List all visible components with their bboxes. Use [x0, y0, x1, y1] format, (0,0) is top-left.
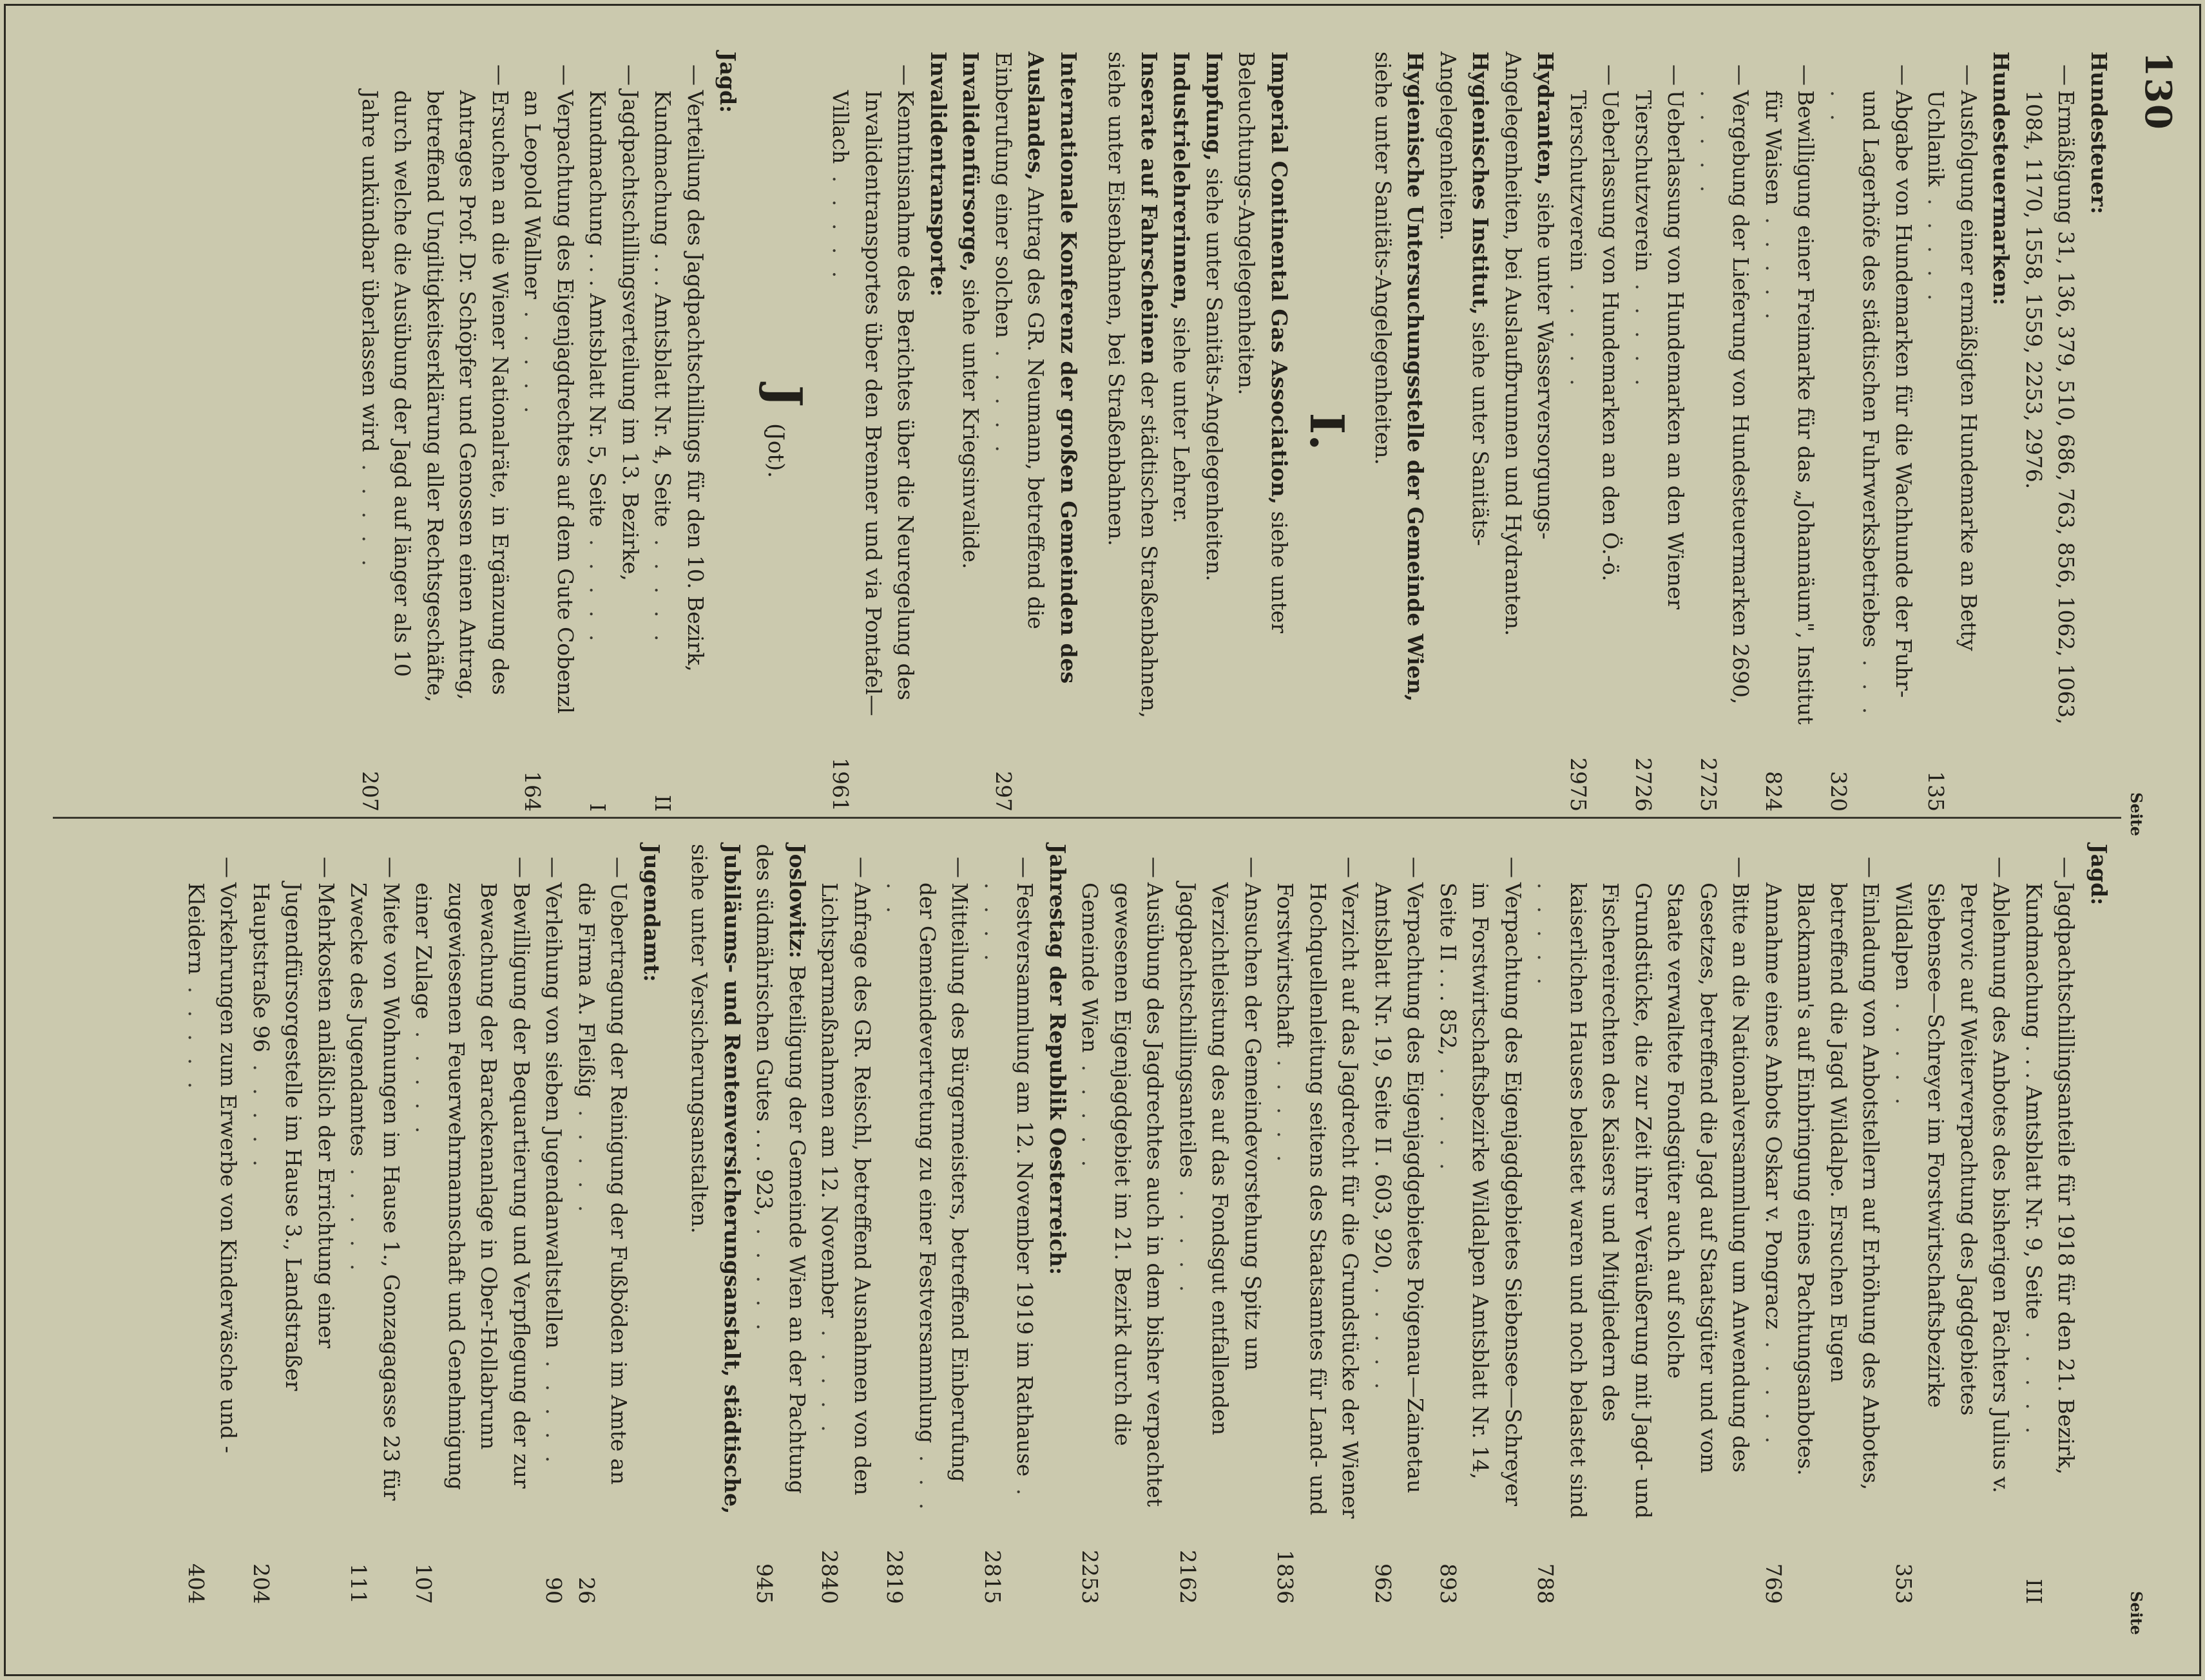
index-subentry: [1757, 844, 1887, 1604]
index-subentry: [180, 844, 245, 1604]
section-letter: [758, 52, 813, 812]
index-heading: [1165, 52, 1198, 812]
entry-text: Jagdpachtschillingsverteilung im 13. Bezirke, Kundmachung . . . Amtsblatt Nr. 5, Seite: [585, 90, 643, 581]
page-reference: 353: [1891, 1563, 1916, 1604]
dash-marker: —: [379, 857, 404, 878]
seite-header-left: Seite: [2127, 792, 2146, 837]
dash-marker: —: [1403, 857, 1429, 878]
index-subentry: [245, 844, 343, 1604]
entry-text: Jagdpachtschillingsanteile für 1918 für den 21. Bezirk, Kundmachung . . . Amtsblatt Nr. 9, Seite: [2021, 883, 2079, 1475]
page-reference: 320: [1826, 771, 1851, 812]
heading-text: Hundesteuer:: [2086, 52, 2112, 215]
index-heading: [1367, 52, 1432, 812]
entry-text: Ermäßigung 31, 136, 379, 510, 686, 763, 856, 1062, 1063, 1084, 1170, 1558, 1559, 2253, 2976.: [2021, 90, 2079, 725]
leader-dots: . . . . .: [817, 1317, 843, 1437]
entry-text: Mitteilung des Bürgermeisters, betreffend Einberufung der Gemeindevertretung zu einer Festversammlung: [915, 883, 973, 1482]
page-reference: 297: [991, 771, 1016, 812]
leader-dots: . . . . .: [828, 164, 854, 283]
index-heading: [1100, 52, 1165, 812]
leader-dots: . . . . .: [1533, 883, 1559, 990]
index-heading: [1432, 52, 1497, 812]
heading-rest-text: der städtischen Straßenbahnen, siehe unter Eisenbahnen, bei Straßenbahnen.: [1104, 52, 1162, 719]
entry-text: Ausübung des Jagdrechtes auch in dem bisher verpachtet gewesenen Eigenjagdgebiet im 21. Bezirk durch die Gemeinde Wien: [1077, 883, 1168, 1507]
index-subentry: [2017, 844, 2083, 1604]
entry-text: Bewilligung der Bequartierung und Verpflegung der zur Bewachung der Barackenanlage in Ober-Hollabrunn zugewiesenen Feuerwehrmannschaft und Genehmigung einer Zulage: [411, 883, 534, 1491]
leader-dots: . . . . .: [1761, 205, 1786, 325]
leader-dots: . . . . .: [980, 883, 1038, 1501]
index-heading: [1497, 52, 1562, 812]
leader-dots: . . . . .: [249, 1052, 274, 1172]
leader-dots: . . . . .: [1436, 1055, 1461, 1175]
leader-dots: . . . . .: [411, 1019, 437, 1139]
section-letter-text: J: [758, 385, 813, 407]
index-heading: [2083, 52, 2115, 812]
page-reference: 962: [1371, 1563, 1396, 1604]
leader-dots: . . . . .: [1891, 990, 1916, 1110]
index-subentry: [878, 844, 976, 1604]
index-heading: [1230, 52, 1295, 812]
section-letter: [1300, 52, 1355, 812]
entry-text: Bitte an die Nationalversammlung um Anwendung des Gesetzes, betreffend die Jagd auf Staatsgüter und vom Staate verwaltete Fondsgüter auch auf solche Grundstücke, die zur Zeit ihrer Veräußerung mit Jagd- und Fischereirechten des Kaisers und Mitgliedern des kaiserlichen Hauses belastet waren und noch belastet sind: [1566, 883, 1754, 1519]
heading-text: Jubiläums- und Rentenversicherungsanstalt, städtische,: [720, 844, 745, 1514]
page-reference: 107: [411, 1563, 437, 1604]
spacer: [668, 844, 683, 1604]
leader-dots: . . . . .: [752, 1216, 778, 1336]
leader-dots: . . . . .: [1175, 1178, 1200, 1297]
leader-dots: . . . . .: [1923, 186, 1949, 306]
index-subentry: [813, 844, 878, 1604]
entry-text: Anfrage des GR. Reischl, betreffend Ausnahmen von den Lichtsparmaßnahmen am 12. November: [817, 883, 875, 1496]
leader-dots: . . . . .: [1273, 1047, 1298, 1167]
heading-text: Hundesteuermarken:: [1988, 52, 2014, 306]
dash-marker: —: [1988, 857, 2014, 878]
entry-text: Festversammlung am 12. November 1919 im Rathause: [1012, 883, 1038, 1477]
entry-text: Bewilligung einer Freimarke für das „Johannäum", Institut für Waisen: [1761, 90, 1819, 725]
leader-dots: . . . . .: [358, 452, 383, 571]
page-reference: 2975: [1566, 758, 1591, 812]
page-reference: 2840: [817, 1550, 843, 1604]
index-subentry: [976, 844, 1041, 1604]
entry-text: Uebertragung der Reinigung der Fußböden im Amte an die Firma A. Fleißig: [574, 883, 632, 1485]
index-subentry: [516, 52, 581, 812]
spacer: [1084, 52, 1100, 812]
dash-marker: —: [606, 857, 632, 878]
entry-text: Verteilung des Jagdpachtschillings für den 10. Bezirk, Kundmachung . . . Amtsblatt Nr. 4, Seite: [650, 90, 708, 672]
index-heading: [2083, 844, 2115, 1604]
entry-text: Verpachtung des Eigenjagdrechtes auf dem Gute Cobenzl an Leopold Wallner: [520, 90, 578, 714]
dash-marker: —: [314, 857, 339, 878]
heading-text: Hydranten,: [1533, 52, 1559, 186]
index-subentry: [537, 844, 570, 1604]
entry-text: Ansuchen der Gemeindevorstehung Spitz um Verzichtleistung des auf das Fondsgut entfallenden Jagdpachtschillingsanteiles: [1175, 883, 1266, 1436]
page-reference: 1836: [1273, 1550, 1298, 1604]
leader-dots: . . . . .: [882, 883, 940, 1515]
entry-text: Ersuchen an die Wiener Nationalräte, in Ergänzung des Antrages Prof. Dr. Schöpfer und Genossen einen Antrag, betreffend Ungiltigkeitserklärung aller Rechtsgeschäfte, durch welche die Ausübung der Jagd auf länger als 10 Jahre unkündbar überlassen wird: [358, 90, 513, 703]
index-subentry: [1074, 844, 1171, 1604]
dash-marker: —: [1012, 857, 1038, 878]
page-reference: 164: [520, 771, 546, 812]
index-subentry: [1432, 844, 1530, 1604]
index-subentry: [1367, 844, 1432, 1604]
heading-rest-text: siehe unter Sanitäts-Angelegenheiten.: [1436, 52, 1494, 546]
index-heading: [1198, 52, 1231, 812]
index-subentry: [1822, 52, 1920, 812]
dash-marker: —: [509, 857, 534, 878]
page-reference: I: [585, 803, 611, 812]
index-subentry: [1627, 52, 1692, 812]
entry-text: Mehrkosten anläßlich der Errichtung einer Jugendfürsorgestelle im Hause 3., Landstraßer Hauptstraße 96: [249, 883, 339, 1391]
index-heading: [954, 52, 987, 812]
leader-dots: . . . . .: [184, 974, 209, 1094]
dash-marker: —: [1598, 64, 1624, 86]
heading-text: Jugendamt:: [639, 844, 664, 982]
index-subentry: [824, 52, 922, 812]
index-subentry: [1757, 52, 1822, 812]
page-reference: 788: [1533, 1563, 1559, 1604]
entry-text: Einladung von Anbotstellern auf Erhöhung des Anbotes, betreffend die Jagd Wildalpe. Ersuchen Eugen Blackmann's auf Einbringung eines Pachtungsanbotes. Annahme eines Anbots Oskar v. Pongracz: [1761, 883, 1884, 1491]
leader-dots: . . . . .: [346, 1156, 372, 1276]
heading-text: Inserate auf Fahrscheinen: [1137, 52, 1162, 365]
index-subentry: [342, 844, 407, 1604]
page-reference: 769: [1761, 1563, 1786, 1604]
heading-text: Imperial Continental Gas Association,: [1267, 52, 1292, 505]
heading-text: Industrielehrerinnen,: [1169, 52, 1195, 310]
dash-marker: —: [1728, 857, 1754, 878]
dash-marker: —: [488, 64, 513, 86]
leader-dots: . . . . .: [541, 1348, 567, 1468]
entry-text: Ausfolgung einer ermäßigten Hundemarke an Betty Uchlanik: [1923, 90, 1981, 651]
heading-rest-text: Beteiligung der Gemeinde Wien an der Pachtung des südmährischen Gutes . . . 923,: [752, 844, 810, 1494]
section-letter-note: (Jot).: [763, 423, 789, 479]
entry-text: Abgabe von Hundemarken für die Wachhunde der Fuhr- und Lagerhöfe des städtischen Fuhrwerksbetriebes: [1858, 90, 1916, 698]
entry-text: Ueberlassung von Hundemarken an den Ö.-ö. Tierschutzverein: [1566, 90, 1624, 582]
dash-marker: —: [1858, 857, 1884, 878]
page-reference: 1961: [828, 758, 854, 812]
entry-text: Vorkehrungen zum Erwerbe von Kinderwäsche und -Kleidern: [184, 883, 242, 1453]
heading-rest-text: siehe unter Lehrer.: [1169, 310, 1195, 524]
page-reference: 90: [541, 1577, 567, 1604]
index-heading: [711, 52, 744, 812]
dash-marker: —: [683, 64, 708, 86]
page-reference: 2815: [980, 1550, 1005, 1604]
dash-marker: —: [1663, 64, 1689, 86]
page-reference: 2725: [1696, 758, 1721, 812]
page-reference: 404: [184, 1563, 209, 1604]
page-reference: 135: [1923, 771, 1949, 812]
heading-text: Jagd:: [715, 52, 741, 113]
column-divider: [53, 817, 2121, 819]
dash-marker: —: [1793, 64, 1819, 86]
index-heading: [1041, 844, 1074, 1604]
index-heading: [1985, 52, 2017, 812]
page-reference: 111: [346, 1563, 372, 1604]
page-reference: 2162: [1175, 1550, 1200, 1604]
index-heading: [683, 844, 748, 1604]
dash-marker: —: [216, 857, 242, 878]
entry-text: Verzicht auf das Jagdrecht für die Grundstücke der Wiener Hochquellenleitung seitens des Staatsamtes für Land- und Forstwirtschaft: [1273, 883, 1363, 1519]
index-subentry: [1692, 52, 1757, 812]
leader-dots: . . . . .: [1761, 1329, 1786, 1449]
dash-marker: —: [1142, 857, 1168, 878]
dash-marker: —: [1501, 857, 1526, 878]
dash-marker: —: [947, 857, 973, 878]
page-reference: III: [2021, 1578, 2046, 1604]
leader-dots: . . . . .: [2021, 1319, 2046, 1439]
dash-marker: —: [1240, 857, 1266, 878]
page-number: 130: [2137, 52, 2179, 131]
page-reference: 26: [574, 1577, 599, 1604]
heading-rest-text: Antrag des GR. Neumann, betreffend die Einberufung einer solchen: [991, 52, 1049, 629]
dash-marker: —: [893, 64, 919, 86]
dash-marker: —: [2054, 857, 2079, 878]
right-column: [180, 844, 2115, 1604]
page-reference: 207: [358, 771, 383, 812]
entry-text: Miete von Wohnungen im Hause 1., Gonzagagasse 23 für Zwecke des Jugendamtes: [346, 883, 404, 1501]
leader-dots: . . . . .: [991, 338, 1016, 457]
heading-text: Impfung,: [1202, 52, 1227, 162]
index-subentry: [1171, 844, 1269, 1604]
index-heading: [987, 52, 1085, 812]
left-column: [354, 52, 2115, 812]
page-reference: 2819: [882, 1550, 908, 1604]
leader-dots: . . . . .: [585, 527, 611, 647]
section-letter-text: I.: [1300, 412, 1355, 451]
index-subentry: [1562, 52, 1627, 812]
dash-marker: —: [618, 64, 643, 86]
entry-text: Verpachtung des Eigenjagdgebietes Poigenau—Zainetau Amtsblatt Nr. 19, Seite II . 603, 920,: [1371, 883, 1429, 1494]
entry-text: Ablehnung des Anbotes des bisherigen Pächters Julius v. Petrovic auf Weiterverpachtung des Jagdgebietes Siebensee—Schreyer im Forstwirtschaftsbezirke Wildalpen: [1891, 883, 2014, 1493]
index-subentry: [1920, 52, 1985, 812]
dash-marker: —: [2054, 64, 2079, 86]
leader-dots: . . . . .: [1566, 271, 1591, 391]
heading-text: Invalidenfürsorge,: [958, 52, 984, 272]
index-subentry: [407, 844, 537, 1604]
index-subentry: [1529, 844, 1757, 1604]
heading-text: Hygienische Untersuchungsstelle der Gemeinde Wien,: [1403, 52, 1429, 702]
page-reference: 2253: [1077, 1550, 1103, 1604]
index-subentry: [581, 52, 646, 812]
leader-dots: . . . . .: [520, 299, 546, 419]
heading-text: Invalidentransporte:: [926, 52, 951, 297]
index-subentry: [1269, 844, 1367, 1604]
dash-marker: —: [850, 857, 875, 878]
leader-dots: . . . . .: [650, 527, 676, 647]
leader-dots: . . . . .: [1371, 1275, 1396, 1395]
page-reference: 824: [1761, 771, 1786, 812]
heading-rest-text: siehe unter Sanitäts-Angelegenheiten.: [1371, 52, 1396, 465]
entry-text: Ueberlassung von Hundemarken an den Wiener Tierschutzverein: [1631, 90, 1689, 609]
heading-rest-text: siehe unter Kriegsinvalide.: [958, 272, 984, 569]
page-reference: 204: [249, 1563, 274, 1604]
entry-text: Vergebung der Lieferung von Hundesteuermarken 2690,: [1728, 90, 1754, 705]
heading-text: Internationale Konferenz der großen Gemeinden des Auslandes,: [1023, 52, 1081, 684]
entry-text: Kenntnisnahme des Berichtes über die Neuregelung des Invalidentransportes über den Brenner und via Pontafel—Villach: [828, 90, 919, 716]
dash-marker: —: [1728, 64, 1754, 86]
dash-marker: —: [1891, 64, 1916, 86]
index-subentry: [646, 52, 711, 812]
leader-dots: . . . . .: [574, 1098, 599, 1217]
heading-text: Jahrestag der Republik Oesterreich:: [1045, 844, 1070, 1275]
index-subentry: [570, 844, 635, 1604]
index-heading: [748, 844, 813, 1604]
heading-text: Jagd:: [2086, 844, 2112, 906]
heading-text: Joslowitz:: [785, 844, 810, 959]
leader-dots: . . . . .: [1631, 271, 1656, 391]
dash-marker: —: [1338, 857, 1363, 878]
entry-text: Verpachtung des Eigenjagdgebietes Siebensee—Schreyer im Forstwirtschaftsbezirke Wildalpen Amtsblatt Nr. 14, Seite II . . . 852,: [1436, 883, 1526, 1507]
index-heading: [922, 52, 955, 812]
index-subentry: [2017, 52, 2083, 812]
heading-rest-text: siehe unter Sanitäts-Angelegenheiten.: [1202, 161, 1227, 582]
heading-text: Hygienisches Institut,: [1468, 52, 1494, 315]
dash-marker: —: [1956, 64, 1981, 86]
dash-marker: —: [541, 857, 567, 878]
leader-dots: . . . . .: [1826, 90, 1884, 720]
page-reference: 945: [752, 1563, 778, 1604]
leader-dots: . . . . .: [1696, 90, 1721, 198]
page-reference: II: [650, 794, 676, 812]
page-reference: 2726: [1631, 758, 1656, 812]
heading-rest-text: siehe unter Beleuchtungs-Angelegenheiten.: [1234, 52, 1292, 633]
seite-header-right: Seite: [2127, 1591, 2146, 1636]
entry-text: Verleihung von sieben Jugendanwaltstellen: [541, 883, 567, 1349]
page-reference: 893: [1436, 1563, 1461, 1604]
heading-rest-text: siehe unter Wasserversorgungs-Angelegenheiten, bei Auslaufbrunnen und Hydranten.: [1501, 52, 1559, 636]
index-heading: [635, 844, 668, 1604]
index-subentry: [1887, 844, 2017, 1604]
heading-rest-text: siehe unter Versicherungsanstalten.: [687, 844, 713, 1234]
dash-marker: —: [553, 64, 578, 86]
leader-dots: . . . . .: [1077, 1053, 1103, 1172]
index-subentry: [354, 52, 517, 812]
